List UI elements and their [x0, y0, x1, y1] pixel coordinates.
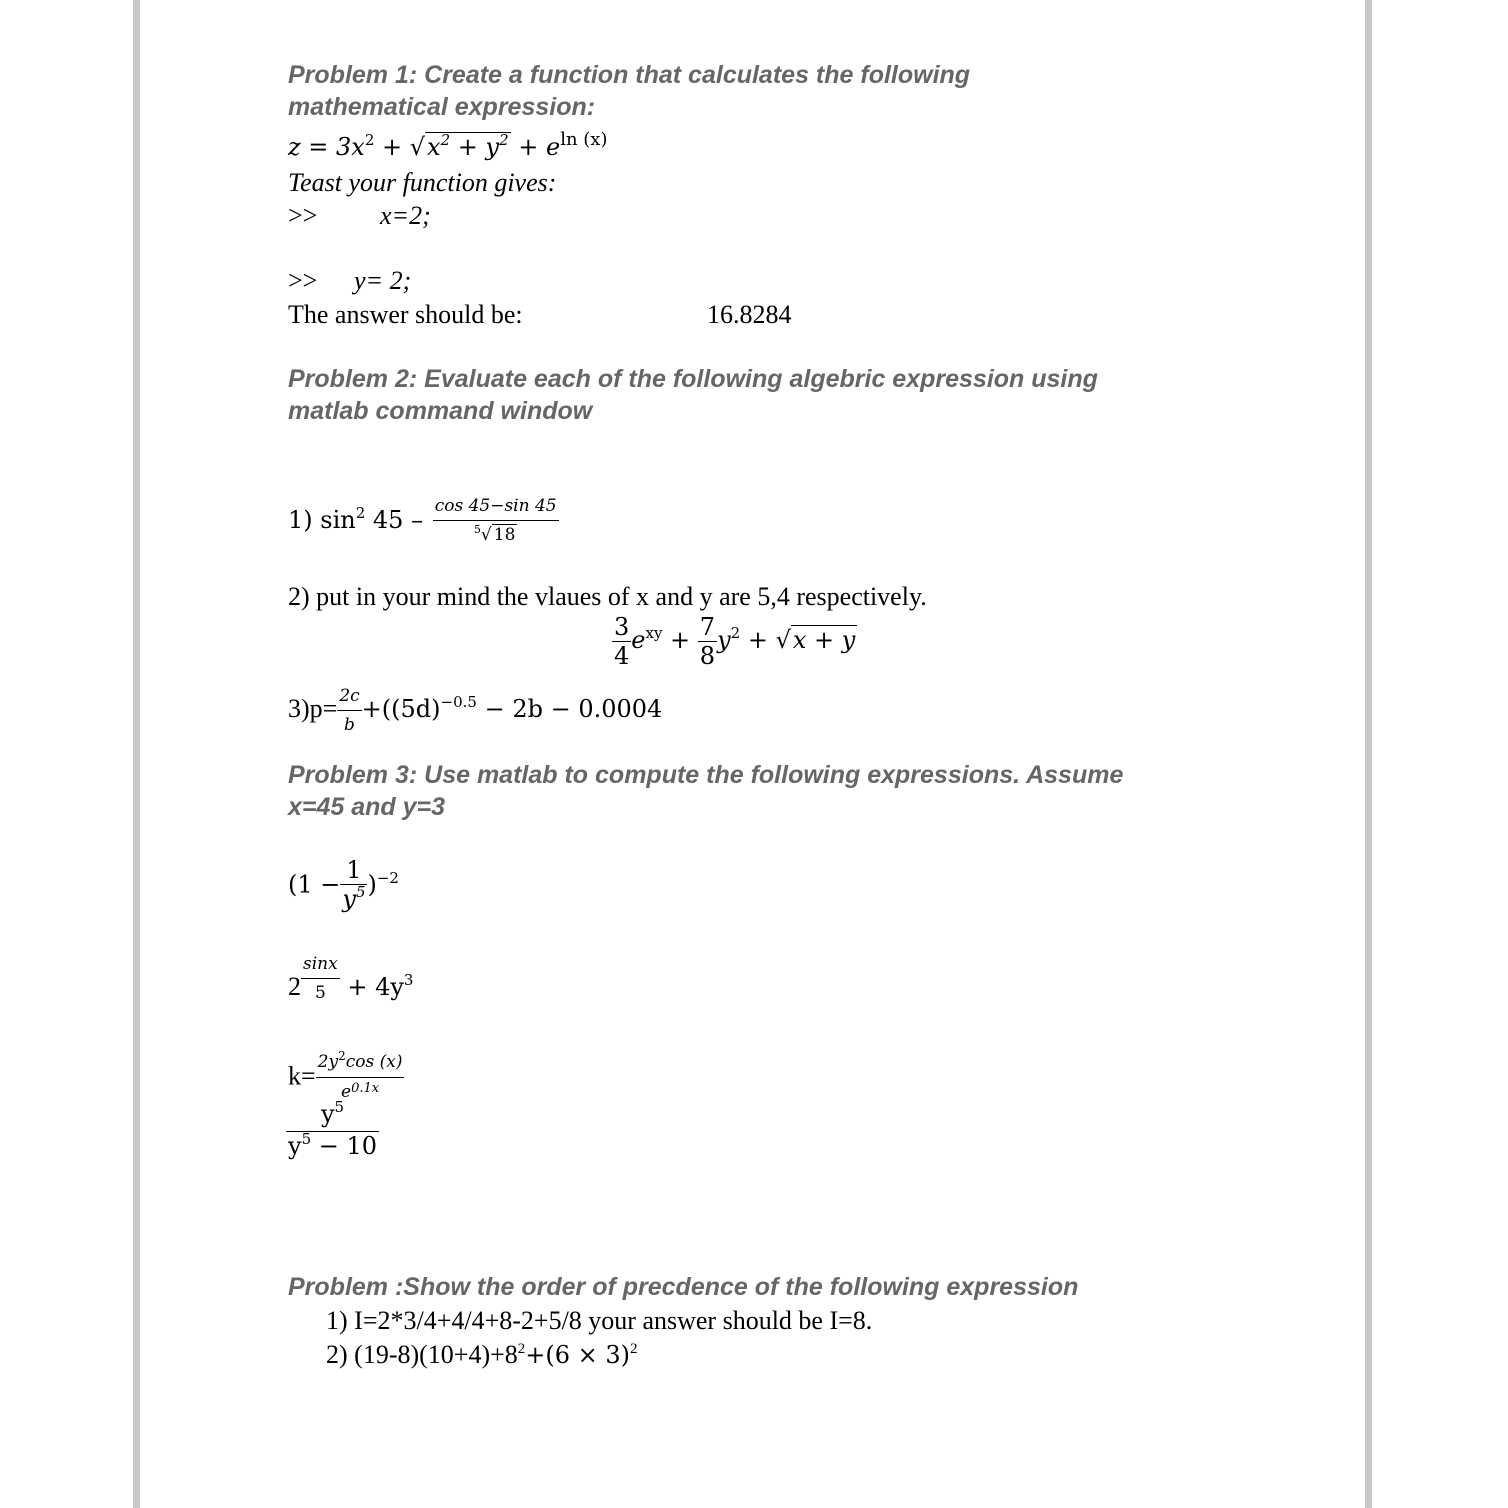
answer-value: 16.8284: [707, 300, 792, 329]
answer-label: The answer should be:: [288, 300, 523, 329]
problem-3-expression-4: [286, 1100, 379, 1163]
problem-2-item-2-expression: $\frac{3}{4}$ $e^{xy}$ + $\frac{7}{8}$ $y^2 + √x + y$: [614, 613, 856, 670]
prompt-1: >>: [288, 201, 318, 230]
problem-4-heading: Problem :Show the order of precdence of the following expression: [288, 1273, 1079, 1301]
problem-1-heading: Problem 1: Create a function that calculates the following mathematical expression:: [288, 61, 971, 121]
fraction-k: $\frac{2y^2\cos (x)}{e^{0.1x}}$: [317, 1049, 403, 1102]
fraction-2c-b: $\frac{2c}{b}$: [337, 682, 361, 739]
problem-3-expression-3: k= $\frac{2y^2\cos (x)}{e^{0.1x}}$: [288, 1048, 404, 1108]
problem-3-expression-1: (1 − $\frac{1}{y^5}$ )$^{-2}$: [288, 856, 399, 916]
problem-2-heading: Problem 2: Evaluate each of the following algebric expression using matlab command window: [288, 365, 1098, 425]
test-label: Teast your function gives:: [288, 168, 557, 197]
input-y: y= 2;: [354, 266, 412, 295]
fraction-y5: $\frac{y^5}{y^5 - 10}$: [288, 1098, 378, 1160]
input-x: x=2;: [380, 201, 431, 230]
fraction-3-4: $\frac{3}{4}$: [614, 613, 630, 670]
prompt-2: >>: [288, 266, 318, 295]
fraction: $\frac{\cos 45-\sin 45}{^5√ 18}$: [433, 492, 559, 551]
fraction-1-y5: $\frac{1}{y^5}$: [342, 856, 366, 913]
fraction-7-8: $\frac{7}{8}$: [699, 613, 716, 670]
fraction-sinx-5: $\frac{\sin x}{5}$: [301, 950, 340, 1007]
problem-2-item-3: 3)p= $\frac{2c}{b}$ $+((5d)^{-0.5} - 2b - 0.0004$: [288, 682, 662, 739]
problem-3-expression-2: 2 $\frac{\sin x}{5}$ + $4y^3$: [288, 960, 413, 1017]
problem-2-item-2: 2) put in your mind the vlaues of x and y are 5,4 respectively.: [288, 582, 927, 611]
sqrt-term: $x^2 + y^2$: [427, 131, 509, 161]
problem-1-expression: $z = 3x^2 + √x^2 + y^2 + e^{ln (x)}$: [288, 129, 608, 161]
problem-2-item-1: 1) $\sin^2 45$ – $\frac{\cos 45-\sin 45}{^5√ 18}$: [288, 492, 559, 551]
problem-3-heading: Problem 3: Use matlab to compute the following expressions. Assume x=45 and y=3: [288, 761, 1124, 821]
problem-4-item-2: 2) $(19-8)(10+4)+8^2+(6 \times 3)^2$: [326, 1340, 638, 1369]
problem-4-item-1: 1) I=2*3/4+4/4+8-2+5/8 your answer should be I=8.: [326, 1306, 873, 1335]
